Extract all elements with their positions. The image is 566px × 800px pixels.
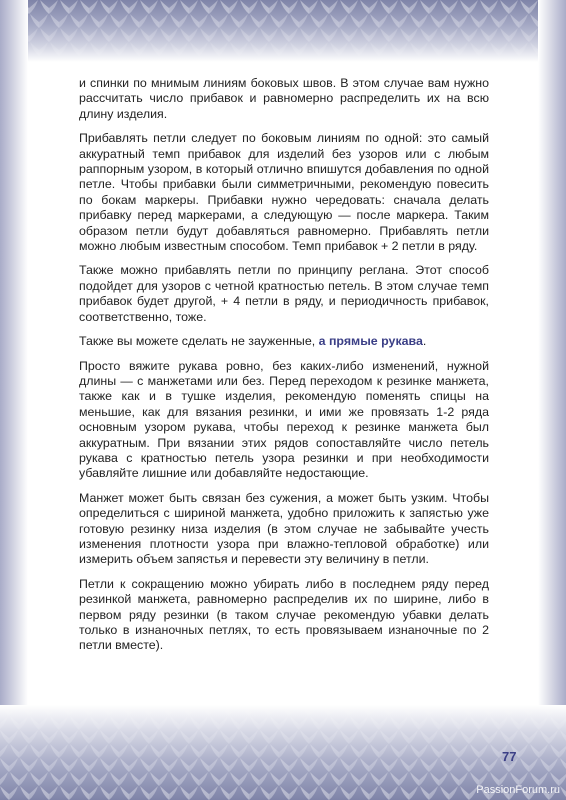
paragraph-4-tail: . (422, 334, 427, 349)
knit-pattern-left (0, 0, 28, 800)
knit-pattern-top (0, 0, 566, 62)
watermark: PassionForum.ru (476, 784, 560, 796)
page-number: 77 (502, 749, 517, 764)
paragraph-2: Прибавлять петли следует по боковым линиям по одной: это самый аккуратный темп прибавок для изделий без узоров или с любым раппорным узором, в который отлично впишутся добавления по одной петле. Чтобы прибавки были симметричными, рекомендую повесить по бокам маркеры. Прибавки нужно чередовать: сначала делать прибавку перед маркерами, а следующую — после маркера. Таким образом петли будут добавляться равномерно. Прибавлять петли можно любым известным способом. Темп прибавок + 2 петли в ряду. (79, 131, 489, 254)
paragraph-4-text: Также вы можете сделать не зауженные, (79, 334, 319, 349)
paragraph-1: и спинки по мнимым линиям боковых швов. В этом случае вам нужно рассчитать число прибавок и равномерно распределить их на всю длину изделия. (79, 76, 489, 121)
paragraph-7: Петли к сокращению можно убирать либо в последнем ряду перед резинкой манжета, равномерно распределив их по ширине, либо в первом ряду резинки (в таком случае рекомендую убавки делать только в изнаночных петлях, то есть провязываем изнаночные по 2 петли вместе). (79, 576, 489, 653)
paragraph-5: Просто вяжите рукава ровно, без каких-либо изменений, нужной длины — с манжетами или без. Перед переходом к резинке манжета, также как и в тушке изделия, рекомендую поменять спицы на меньшие, как для вязания резинки, и ими же провязать 1-2 ряда основным узором рукава, чтобы переход к резинке манжета был аккуратным. При вязании этих рядов сопоставляйте число петель рукава с кратностью петель узора резинки и при необходимости убавляйте лишние или добавляйте недостающие. (79, 358, 489, 481)
paragraph-4 (79, 334, 489, 349)
knit-pattern-right (538, 0, 566, 800)
paragraph-3: Также можно прибавлять петли по принципу реглана. Этот способ подойдет для узоров с четной кратностью петель. В этом случае темп прибавок будет другой, + 4 петли в ряду, и периодичность прибавок, соответственно, тоже. (79, 263, 489, 324)
highlight-straight-sleeves: а прямые рукава (318, 334, 423, 349)
page-body (79, 76, 489, 663)
paragraph-6: Манжет может быть связан без сужения, а может быть узким. Чтобы определиться с шириной манжета, удобно приложить к запястью уже готовую резинку низа изделия (в этом случае не забывайте учесть изменения плотности узора при влажно-тепловой обработке) или измерить объем запястья и перевести эту величину в петли. (79, 490, 489, 567)
